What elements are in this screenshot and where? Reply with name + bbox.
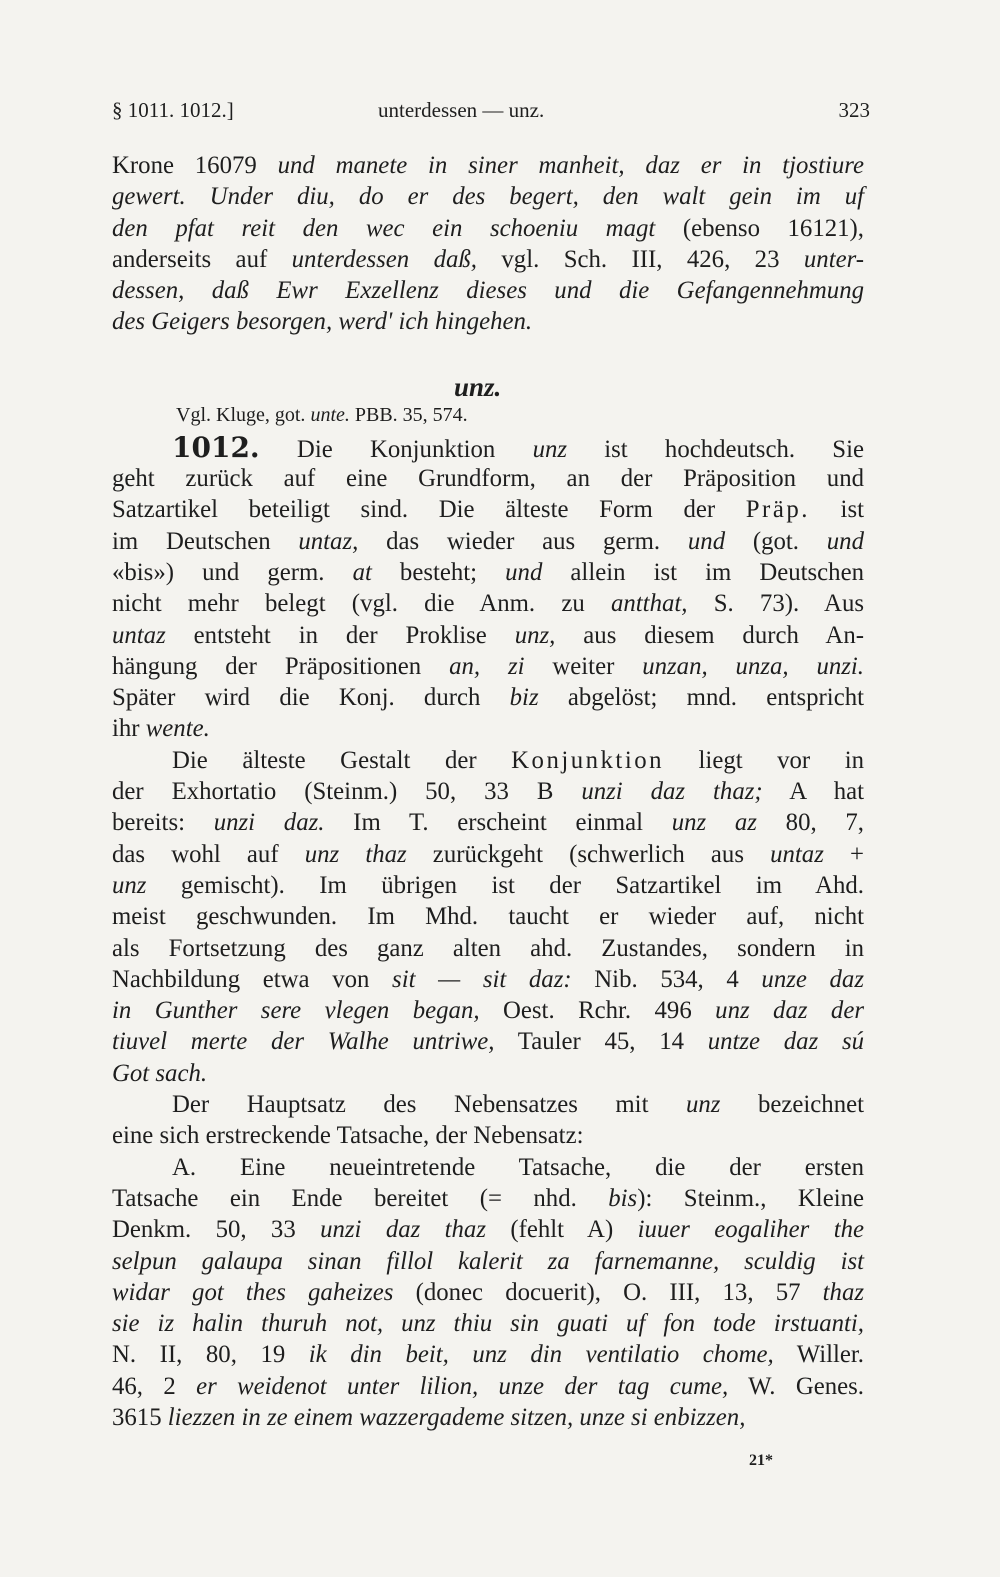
text-run: allein ist im Deutschen xyxy=(542,558,864,586)
text-run: untaz xyxy=(112,621,166,649)
text-line xyxy=(112,901,864,932)
text-run: unzi daz thaz xyxy=(320,1216,486,1244)
text-run: 80, 7, xyxy=(756,809,864,837)
text-run: Krone 16079 xyxy=(112,152,278,179)
text-run: und xyxy=(505,558,543,586)
text-run: Die Konjunktion xyxy=(259,435,533,463)
text-run: Got sach. xyxy=(112,1059,208,1087)
text-run: anderseits auf xyxy=(112,245,292,273)
text-run: sit — sit daz: xyxy=(392,965,572,993)
text-line xyxy=(112,839,864,870)
text-run: der Exhortatio (Steinm.) 50, 33 B xyxy=(112,778,582,806)
text-run: ist hochdeutsch. Sie xyxy=(567,435,864,463)
text-run: untaz xyxy=(770,840,824,868)
text-run: unzi daz thaz; xyxy=(581,778,763,806)
text-run: iuuer eogaliher the xyxy=(637,1216,864,1244)
text-line xyxy=(112,306,864,337)
text-run: tiuvel merte der Walhe untriwe, xyxy=(112,1028,495,1056)
text-line xyxy=(112,870,864,901)
text-run: A. Eine neueintretende Tatsache, die der ersten xyxy=(172,1153,864,1181)
text-run: ik din beit, unz din ventilatio chome, xyxy=(308,1341,774,1369)
text-run: «bis») und germ. xyxy=(112,558,353,586)
text-line xyxy=(112,1308,864,1339)
paragraph-krone xyxy=(112,150,864,338)
text-run: N. II, 80, 19 xyxy=(112,1341,309,1369)
text-run: untze daz sú xyxy=(707,1028,864,1056)
text-run: das wieder aus germ. xyxy=(358,527,688,555)
text-line xyxy=(112,995,864,1026)
text-run: an, zi xyxy=(449,652,525,680)
text-run: unter- xyxy=(803,245,865,273)
text-run: hängung der Präpositionen xyxy=(112,652,450,680)
text-run: antthat, xyxy=(611,590,688,618)
text-line xyxy=(112,1152,864,1183)
text-run: untaz, xyxy=(298,527,359,555)
text-line xyxy=(112,651,864,682)
text-run: gemischt). Im übrigen ist der Satzartikel im Ahd. xyxy=(146,871,864,899)
text-run: unterdessen daß, xyxy=(291,245,477,273)
text-line xyxy=(112,1058,864,1089)
text-line xyxy=(112,494,864,525)
text-line xyxy=(112,213,864,244)
text-run: at xyxy=(352,558,372,586)
text-run: Tatsache ein Ende bereitet (= nhd. xyxy=(112,1184,609,1212)
text-run: unzi daz. xyxy=(213,809,325,837)
text-run: Tauler 45, 14 xyxy=(494,1028,708,1056)
text-run: 3615 xyxy=(112,1403,168,1431)
text-run: gewert. Under diu, do er des begert, den walt gein im uf xyxy=(112,183,864,211)
text-line xyxy=(112,776,864,807)
text-run: Präp. xyxy=(745,496,810,524)
text-run: thaz xyxy=(822,1278,865,1306)
text-run: unz thaz xyxy=(304,840,407,868)
text-run: ): Steinm., Kleine xyxy=(637,1184,864,1212)
text-line xyxy=(112,463,864,494)
text-run: Im T. erscheint einmal xyxy=(324,809,672,837)
paragraph-a xyxy=(112,1152,864,1434)
signature-mark: 21* xyxy=(749,1452,773,1469)
section-reference: § 1011. 1012.] xyxy=(112,98,234,122)
text-line xyxy=(112,682,864,713)
text-run: Vgl. Kluge, got. xyxy=(176,404,311,426)
text-run: ist xyxy=(809,496,864,524)
text-line xyxy=(112,181,864,212)
text-run: selpun galaupa sinan fillol kalerit za farnemanne, sculdig ist xyxy=(112,1247,864,1275)
text-run: unz xyxy=(112,871,147,899)
text-line xyxy=(112,1246,864,1277)
text-run: Nachbildung etwa von xyxy=(112,965,393,993)
text-line xyxy=(112,933,864,964)
text-run: er weidenot unter lilion, unze der tag cume, xyxy=(196,1372,729,1400)
text-run: (got. xyxy=(725,527,827,555)
text-run: Die älteste Gestalt der xyxy=(172,746,512,774)
text-run: unze daz xyxy=(761,965,864,993)
text-line xyxy=(112,807,864,838)
text-run: Denkm. 50, 33 xyxy=(112,1216,321,1244)
text-run: widar got thes gaheizes xyxy=(112,1278,394,1306)
text-line xyxy=(112,620,864,651)
text-run: (fehlt A) xyxy=(485,1216,638,1244)
text-run: 46, 2 xyxy=(112,1372,197,1400)
text-line xyxy=(112,1183,864,1214)
text-run: nicht mehr belegt (vgl. die Anm. zu xyxy=(112,590,611,618)
text-run: im Deutschen xyxy=(112,527,299,555)
text-run: unzan, unza, unzi. xyxy=(642,652,864,680)
text-run: Oest. Rchr. 496 xyxy=(479,997,716,1025)
text-run: bereits: xyxy=(112,809,214,837)
text-run: abgelöst; mnd. entspricht xyxy=(538,684,864,712)
text-line xyxy=(112,150,864,181)
text-line xyxy=(112,1120,864,1151)
text-run: unte. xyxy=(310,404,350,426)
text-run: (donec docuerit), O. III, 13, 57 xyxy=(393,1278,823,1306)
text-run: PBB. 35, 574. xyxy=(349,404,468,426)
text-run: bis xyxy=(608,1184,638,1212)
text-run: Konjunktion xyxy=(511,746,665,774)
text-run: A hat xyxy=(762,778,864,806)
body-text xyxy=(112,150,864,1433)
text-run: sie iz halin thuruh not, unz thiu sin guati uf fon tode irstuanti, xyxy=(112,1310,864,1338)
text-run: geht zurück auf eine Grundform, an der Präposition und xyxy=(112,465,864,493)
text-run: biz xyxy=(509,684,539,712)
text-line xyxy=(112,1089,864,1120)
text-run: besteht; xyxy=(371,558,506,586)
text-run: dessen, daß Ewr Exzellenz dieses und die Gefangennehmung xyxy=(112,277,864,305)
text-run: (ebenso 16121), xyxy=(655,214,864,242)
text-run: unz az xyxy=(671,809,757,837)
paragraph-1012 xyxy=(112,432,864,745)
text-run: Der Hauptsatz des Nebensatzes mit xyxy=(172,1091,686,1119)
text-line xyxy=(112,964,864,995)
text-run: Nib. 534, 4 xyxy=(571,965,762,993)
text-run: unz daz der xyxy=(715,997,864,1025)
text-run: Satzartikel beteiligt sind. Die älteste Form der xyxy=(112,496,746,524)
paragraph-aelteste-gestalt xyxy=(112,745,864,1089)
text-run: aus diesem durch An- xyxy=(555,621,865,649)
text-line xyxy=(112,1402,864,1433)
text-run: wente. xyxy=(145,715,210,743)
text-line xyxy=(112,557,864,588)
text-line xyxy=(112,526,864,557)
text-line xyxy=(112,1277,864,1308)
text-line xyxy=(112,588,864,619)
section-number: 1012. xyxy=(172,430,260,464)
text-line xyxy=(112,1026,864,1057)
text-run: und manete in siner manheit, daz er in tjostiure xyxy=(277,152,865,179)
text-run: weiter xyxy=(524,652,643,680)
running-title: unterdessen — unz. xyxy=(378,98,545,122)
text-run: zurückgeht (schwerlich aus xyxy=(406,840,771,868)
text-run: + xyxy=(823,840,864,868)
text-run: unz xyxy=(532,435,568,463)
text-run: liezzen in ze einem wazzergademe sitzen, unze si enbizzen, xyxy=(167,1403,746,1431)
text-run: ihr xyxy=(112,715,146,743)
text-run: liegt vor in xyxy=(664,746,864,774)
text-line xyxy=(112,1214,864,1245)
text-run: das wohl auf xyxy=(112,840,305,868)
text-run: S. 73). Aus xyxy=(687,590,864,618)
text-run: Später wird die Konj. durch xyxy=(112,684,510,712)
text-line xyxy=(112,745,864,776)
text-run: unz, xyxy=(514,621,556,649)
text-run: W. Genes. xyxy=(728,1372,864,1400)
text-run: und xyxy=(687,527,726,555)
text-run: als Fortsetzung des ganz alten ahd. Zustandes, sondern in xyxy=(112,934,864,962)
text-run: den pfat reit den wec ein schoeniu magt xyxy=(112,214,656,242)
text-run: unz xyxy=(686,1091,721,1119)
text-run: bezeichnet xyxy=(720,1091,864,1119)
text-line xyxy=(112,432,864,463)
text-run: und xyxy=(826,527,864,555)
text-line xyxy=(112,1339,864,1370)
text-run: vgl. Sch. III, 426, 23 xyxy=(476,245,804,273)
text-run: eine sich erstreckende Tatsache, der Nebensatz: xyxy=(112,1122,584,1150)
running-header xyxy=(112,98,870,128)
text-line xyxy=(112,275,864,306)
text-run: meist geschwunden. Im Mhd. taucht er wieder auf, nicht xyxy=(112,903,864,931)
text-run: entsteht in der Proklise xyxy=(165,621,515,649)
text-run: Willer. xyxy=(773,1341,864,1369)
text-line xyxy=(112,244,864,275)
text-line xyxy=(112,1371,864,1402)
text-run: in Gunther sere vlegen began, xyxy=(112,997,480,1025)
entry-heading: unz. xyxy=(454,372,502,402)
paragraph-hauptsatz xyxy=(112,1089,864,1152)
text-line xyxy=(112,713,864,744)
page-number: 323 xyxy=(838,98,870,122)
text-run: des Geigers besorgen, werd' ich hingehen. xyxy=(112,308,533,336)
